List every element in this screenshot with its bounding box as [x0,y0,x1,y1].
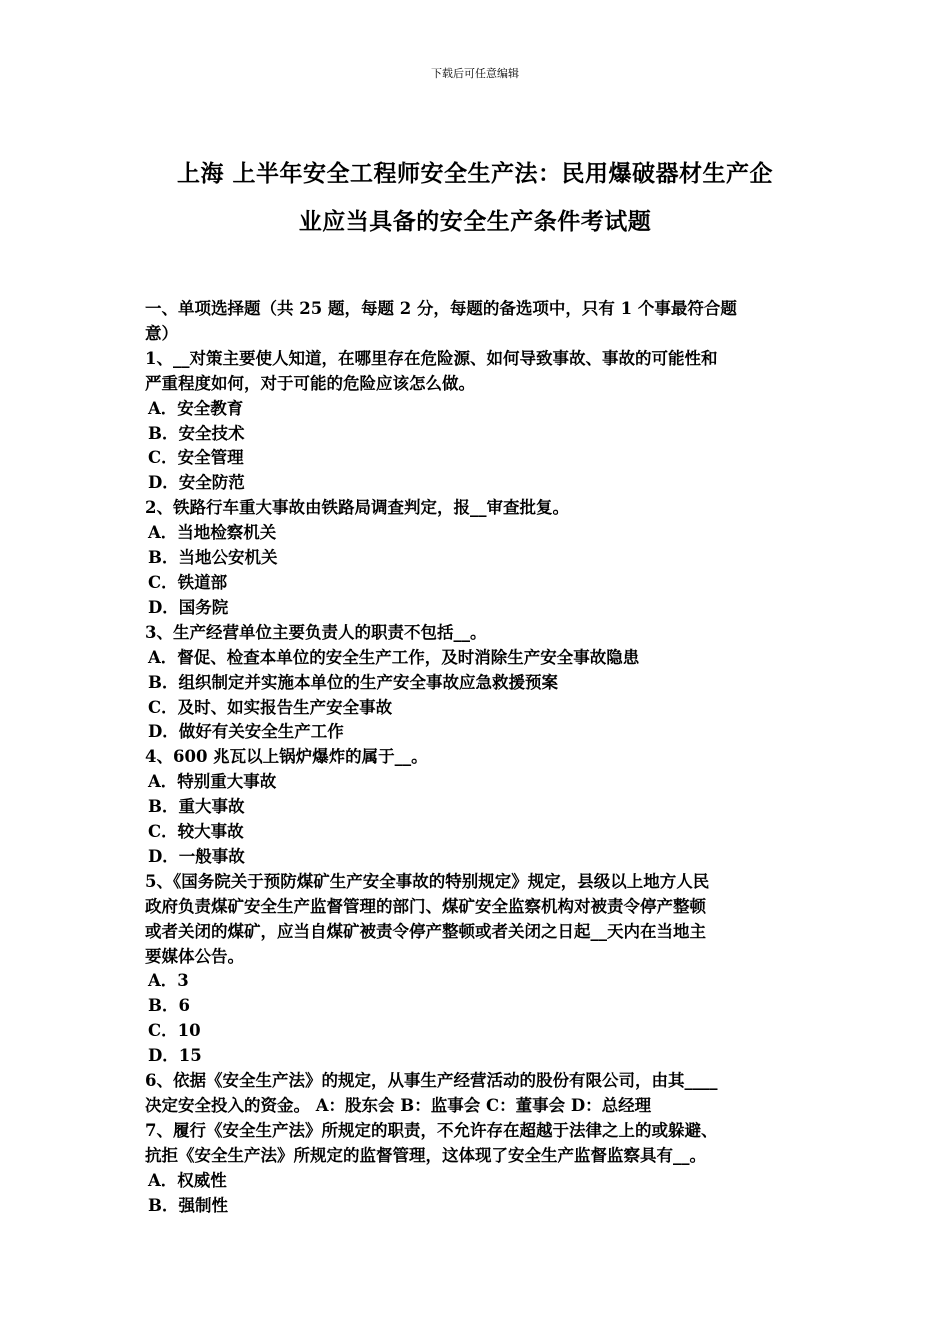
title-line-2: 业应当具备的安全生产条件考试题 [298,208,652,235]
question-text-line: 决定安全投入的资金。 A：股东会 B：监事会 C：董事会 D：总经理 [145,1096,652,1115]
document-body [145,297,810,1219]
question-5 [145,870,810,1069]
option-c: C．10 [148,1021,201,1041]
option-a: A．权威性 [148,1170,227,1190]
question-7 [145,1119,810,1219]
option-b: B．组织制定并实施本单位的生产安全事故应急救援预案 [148,672,558,692]
section-heading-line-2: 意） [145,323,178,343]
question-text-line: 抗拒《安全生产法》所规定的监督管理，这体现了安全生产监督监察具有__。 [145,1145,706,1165]
option-a: A．当地检察机关 [148,523,277,543]
question-text-line: 要媒体公告。 [145,946,244,966]
option-b: B．强制性 [148,1195,228,1215]
title-line-1: 上海 上半年安全工程师安全生产法：民用爆破器材生产企 [176,160,773,187]
option-a: A．安全教育 [148,398,244,418]
question-text-line: 政府负责煤矿安全生产监督管理的部门、煤矿安全监察机构对被责令停产整顿 [145,896,706,916]
option-c: C．铁道部 [148,572,228,592]
option-c: C．及时、如实报告生产安全事故 [148,697,393,717]
option-c: C．较大事故 [148,822,244,842]
option-d: D．15 [148,1046,202,1066]
option-d: D．国务院 [148,597,229,617]
option-a: A．特别重大事故 [148,772,277,792]
question-1 [145,347,810,496]
option-c: C．安全管理 [148,448,244,468]
option-a: A．督促、检查本单位的安全生产工作，及时消除生产安全事故隐患 [148,647,640,667]
question-text-line: 5、《国务院关于预防煤矿生产安全事故的特别规定》规定，县级以上地方人民 [145,871,710,891]
document-title [130,150,820,246]
option-a: A．3 [148,971,189,991]
question-text-line: 6、依据《安全生产法》的规定，从事生产经营活动的股份有限公司，由其____ [145,1071,718,1091]
question-text-line: 严重程度如何，对于可能的危险应该怎么做。 [145,373,475,393]
option-b: B．6 [148,996,190,1016]
section-heading-line-1: 一、单项选择题（共 25 题，每题 2 分，每题的备选项中，只有 1 个事最符合题 [145,299,737,318]
question-text-line: 7、履行《安全生产法》所规定的职责，不允许存在超越于法律之上的或躲避、 [145,1120,718,1140]
option-d: D．安全防范 [148,473,245,493]
question-4 [145,745,810,870]
option-b: B．重大事故 [148,797,245,817]
option-d: D．一般事故 [148,846,245,866]
option-b: B．当地公安机关 [148,548,278,568]
question-text-line: 或者关闭的煤矿，应当自煤矿被责令停产整顿或者关闭之日起__天内在当地主 [145,921,706,941]
header-note: 下载后可任意编辑 [431,67,519,80]
question-3 [145,621,810,746]
question-6 [145,1069,810,1119]
question-text-line: 1、__对策主要使人知道，在哪里存在危险源、如何导致事故、事故的可能性和 [145,348,718,368]
question-text-line: 4、600 兆瓦以上锅炉爆炸的属于__。 [145,747,428,767]
option-d: D．做好有关安全生产工作 [148,722,344,742]
question-text-line: 3、生产经营单位主要负责人的职责不包括__。 [145,622,487,642]
question-2 [145,496,810,621]
option-b: B．安全技术 [148,423,245,443]
question-text-line: 2、铁路行车重大事故由铁路局调查判定，报__审查批复。 [145,498,569,518]
